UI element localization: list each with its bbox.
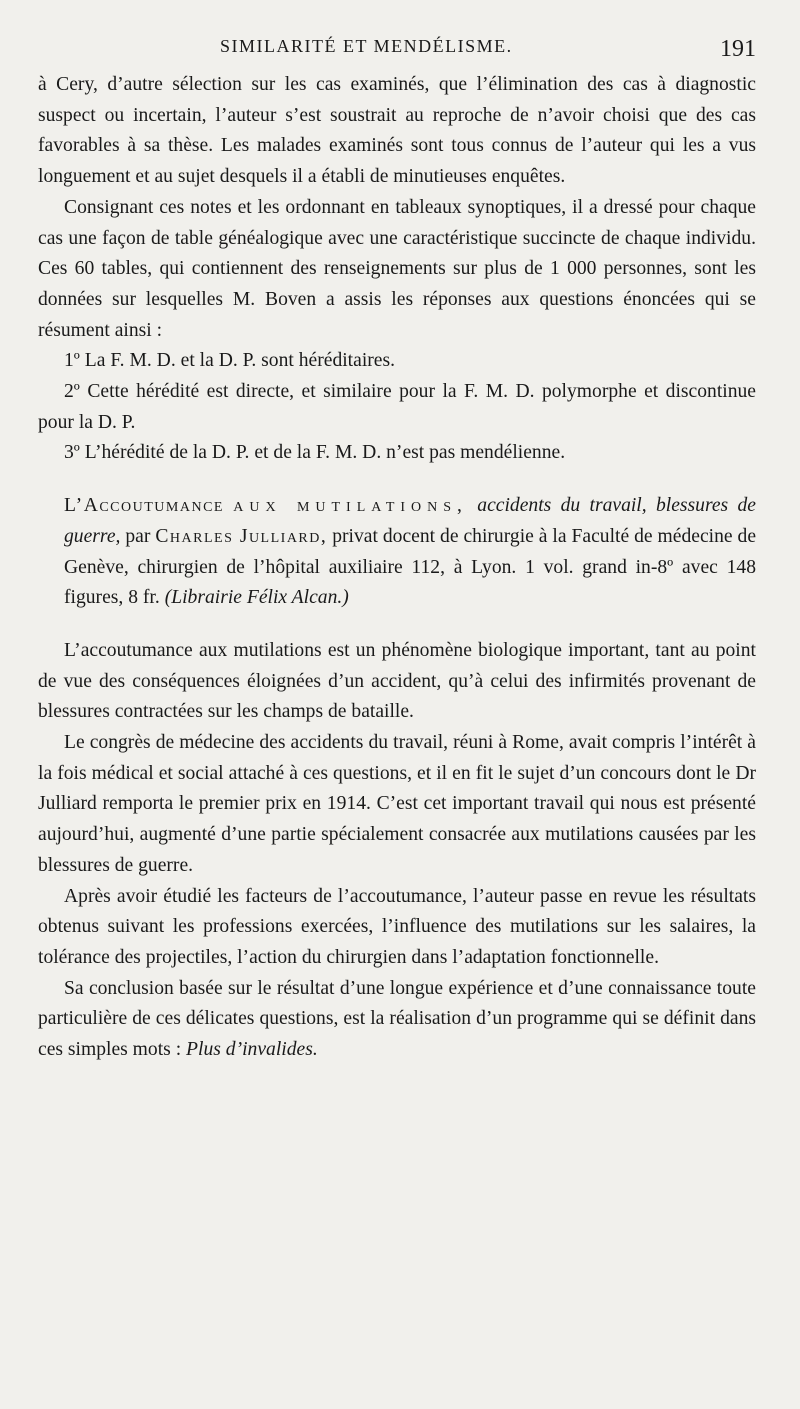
paragraph-cery: à Cery, d’autre sélection sur les cas examinés, que l’élimination des cas à diagnostic suspect ou incertain, l’auteur s’est soustrait au reproche de n’avoir choisi que des cas favorables à sa thèse. Les malades examinés sont tous connus de l’auteur qui les a vus longuement et au sujet desquels il a établi de minutieuses enquêtes. <box>38 74 756 188</box>
page-number: 191 <box>720 36 756 62</box>
running-head <box>38 0 756 70</box>
book-details: privat docent de chirurgie à la Faculté de médecine de Genève, chirurgien de l’hôpital auxiliaire 112, à Lyon. 1 vol. grand in-8º avec 148 figures, 8 fr. <box>64 525 757 609</box>
paragraph-congres: Le congrès de médecine des accidents du travail, réuni à Rome, avait compris l’intérêt à la fois médical et social attaché à ces questions, et il en fit le sujet d’un concours dont le Dr Julliard remporta le premier prix en 1914. C’est cet important travail qui nous est présenté aujourd’hui, augmenté d’une partie spécialement consacrée aux mutilations causées par les blessures de guerre. <box>38 732 756 876</box>
book-subtitle: accidents du travail, blessures de guerre, <box>64 495 756 547</box>
book-publisher: (Librairie Félix Alcan.) <box>164 587 349 609</box>
list-item-3: 3º L’hérédité de la D. P. et de la F. M. D. n’est pas mendélienne. <box>64 442 566 464</box>
conclusion-quote: Plus d’invalides. <box>186 1039 318 1061</box>
conclusion-text: Sa conclusion basée sur le résultat d’une longue expérience et d’une connaissance toute particulière de ces délicates questions, est la réalisation d’un programme qui se définit dans ces simples mots : <box>38 977 756 1061</box>
book-title-lead: L’Accoutumance <box>64 495 224 517</box>
book-review-heading <box>38 491 756 614</box>
by-label: par <box>125 525 151 547</box>
paragraph-conclusion <box>38 974 756 1066</box>
list-item-2: 2º Cette hérédité est directe, et similaire pour la F. M. D. polymorphe et discontinue pour la D. P. <box>38 381 756 433</box>
book-author: Charles Julliard, <box>155 525 328 547</box>
article-body <box>38 70 756 1066</box>
paragraph-apres: Après avoir étudié les facteurs de l’accoutumance, l’auteur passe en revue les résultats obtenus suivant les professions exercées, l’influence des mutilations sur les salaires, la tolérance des projectiles, l’action du chirurgien dans l’adaptation fonctionnelle. <box>38 885 756 968</box>
list-item-1: 1º La F. M. D. et la D. P. sont héréditaires. <box>64 350 396 372</box>
running-title: SIMILARITÉ ET MENDÉLISME. <box>220 36 513 56</box>
book-title-rest: aux mutilations, <box>233 495 468 517</box>
paragraph-accoutumance: L’accoutumance aux mutilations est un phénomène biologique important, tant au point de vue des conséquences éloignées d’un accident, qu’à celui des infirmités provenant de blessures contractées sur les champs de bataille. <box>38 639 756 723</box>
paragraph-consignant: Consignant ces notes et les ordonnant en tableaux synoptiques, il a dressé pour chaque cas une façon de table généalogique avec une caractéristique succincte de chaque individu. Ces 60 tables, qui contiennent des renseignements sur plus de 1 000 personnes, sont les données sur lesquelles M. Boven a assis les réponses aux questions énoncées qui se résument ainsi : <box>38 196 756 341</box>
